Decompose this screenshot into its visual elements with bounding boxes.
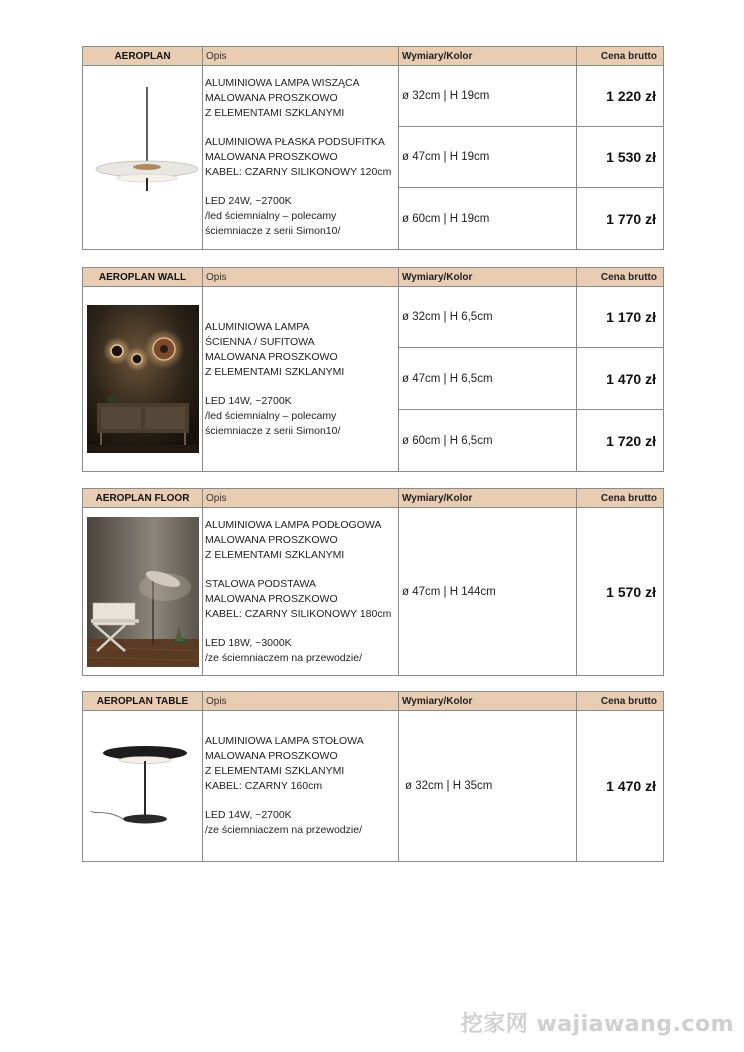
desc-line: MALOWANA PROSZKOWO — [205, 350, 338, 363]
variant-price: 1 220 zł — [577, 66, 664, 127]
table-header-row — [83, 268, 664, 287]
variant-dimensions: ø 60cm | H 6,5cm — [399, 410, 577, 472]
product-table-aeroplan-wall — [82, 267, 664, 472]
desc-line: ściemniacze z serii Simon10/ — [205, 424, 341, 437]
product-image-cell — [83, 711, 203, 862]
variant-dimensions: ø 32cm | H 6,5cm — [399, 287, 577, 348]
variant-price: 1 570 zł — [577, 508, 664, 676]
desc-line: MALOWANA PROSZKOWO — [205, 592, 338, 605]
variant-price: 1 530 zł — [577, 127, 664, 188]
product-name: AEROPLAN WALL — [83, 268, 203, 287]
product-image-cell — [83, 508, 203, 676]
desc-line: Z ELEMENTAMI SZKLANYMI — [205, 365, 345, 378]
table-header-row — [83, 489, 664, 508]
col-header-wymiary: Wymiary/Kolor — [399, 692, 577, 711]
variant-dimensions: ø 32cm | H 35cm — [399, 711, 577, 862]
product-image-cell — [83, 287, 203, 472]
variant-dimensions: ø 47cm | H 19cm — [399, 127, 577, 188]
variant-price: 1 720 zł — [577, 410, 664, 472]
table-lamp-image — [87, 731, 199, 841]
watermark: 挖家网 wajiawang.com — [460, 1012, 734, 1037]
desc-line: LED 24W, ~2700K — [205, 195, 292, 207]
table-header-row — [83, 47, 664, 66]
product-table-aeroplan-table — [82, 691, 664, 862]
variant-dimensions: ø 47cm | H 144cm — [399, 508, 577, 676]
desc-line: ALUMINIOWA LAMPA STOŁOWA — [205, 735, 364, 747]
table-header-row — [83, 692, 664, 711]
product-name: AEROPLAN — [83, 47, 203, 66]
desc-line: MALOWANA PROSZKOWO — [205, 92, 338, 104]
wall-lamp-image — [87, 305, 199, 453]
col-header-cena: Cena brutto — [577, 268, 664, 287]
product-table-aeroplan — [82, 46, 664, 250]
desc-line: MALOWANA PROSZKOWO — [205, 151, 338, 163]
desc-line: ALUMINIOWA LAMPA — [205, 320, 310, 333]
variant-row — [83, 508, 664, 676]
desc-line: Z ELEMENTAMI SZKLANYMI — [205, 548, 345, 561]
desc-line: KABEL: CZARNY SILIKONOWY 120cm — [205, 166, 392, 178]
desc-line: MALOWANA PROSZKOWO — [205, 750, 338, 762]
desc-line: /ze ściemniaczem na przewodzie/ — [205, 824, 362, 836]
desc-line: ALUMINIOWA LAMPA PODŁOGOWA — [205, 518, 382, 531]
desc-line: STALOWA PODSTAWA — [205, 577, 317, 590]
product-image-cell — [83, 66, 203, 250]
variant-dimensions: ø 47cm | H 6,5cm — [399, 348, 577, 410]
variant-price: 1 770 zł — [577, 188, 664, 250]
desc-line: /ze ściemniaczem na przewodzie/ — [205, 651, 362, 664]
product-name: AEROPLAN FLOOR — [83, 489, 203, 508]
variant-price: 1 170 zł — [577, 287, 664, 348]
variant-price: 1 470 zł — [577, 348, 664, 410]
col-header-wymiary: Wymiary/Kolor — [399, 489, 577, 508]
col-header-cena: Cena brutto — [577, 692, 664, 711]
desc-line: ściemniacze z serii Simon10/ — [205, 225, 341, 237]
desc-line: LED 18W, ~3000K — [205, 636, 292, 649]
desc-line: KABEL: CZARNY SILIKONOWY 180cm — [205, 607, 392, 620]
col-header-wymiary: Wymiary/Kolor — [399, 47, 577, 66]
desc-line: ŚCIENNA / SUFITOWA — [205, 335, 315, 348]
desc-line: LED 14W, ~2700K — [205, 394, 292, 407]
product-name: AEROPLAN TABLE — [83, 692, 203, 711]
col-header-opis: Opis — [203, 268, 399, 287]
pendant-lamp-image — [88, 83, 198, 233]
desc-line: MALOWANA PROSZKOWO — [205, 533, 338, 546]
variant-dimensions: ø 32cm | H 19cm — [399, 66, 577, 127]
col-header-wymiary: Wymiary/Kolor — [399, 268, 577, 287]
variant-row — [83, 711, 664, 862]
desc-line: /led ściemnialny – polecamy — [205, 210, 337, 222]
variant-price: 1 470 zł — [577, 711, 664, 862]
col-header-opis: Opis — [203, 692, 399, 711]
desc-line: KABEL: CZARNY 160cm — [205, 780, 323, 792]
desc-line: Z ELEMENTAMI SZKLANYMI — [205, 765, 345, 777]
desc-line: LED 14W, ~2700K — [205, 809, 292, 821]
product-description — [203, 66, 399, 250]
desc-line: ALUMINIOWA PŁASKA PODSUFITKA — [205, 136, 385, 148]
variant-dimensions: ø 60cm | H 19cm — [399, 188, 577, 250]
product-table-aeroplan-floor — [82, 488, 664, 676]
floor-lamp-image — [87, 517, 199, 667]
col-header-opis: Opis — [203, 489, 399, 508]
variant-row — [83, 287, 664, 348]
col-header-cena: Cena brutto — [577, 47, 664, 66]
col-header-cena: Cena brutto — [577, 489, 664, 508]
product-description — [203, 711, 399, 862]
col-header-opis: Opis — [203, 47, 399, 66]
desc-line: /led ściemnialny – polecamy — [205, 409, 337, 422]
product-description — [203, 508, 399, 676]
product-description — [203, 287, 399, 472]
variant-row — [83, 66, 664, 127]
desc-line: Z ELEMENTAMI SZKLANYMI — [205, 107, 345, 119]
desc-line: ALUMINIOWA LAMPA WISZĄCA — [205, 77, 360, 89]
